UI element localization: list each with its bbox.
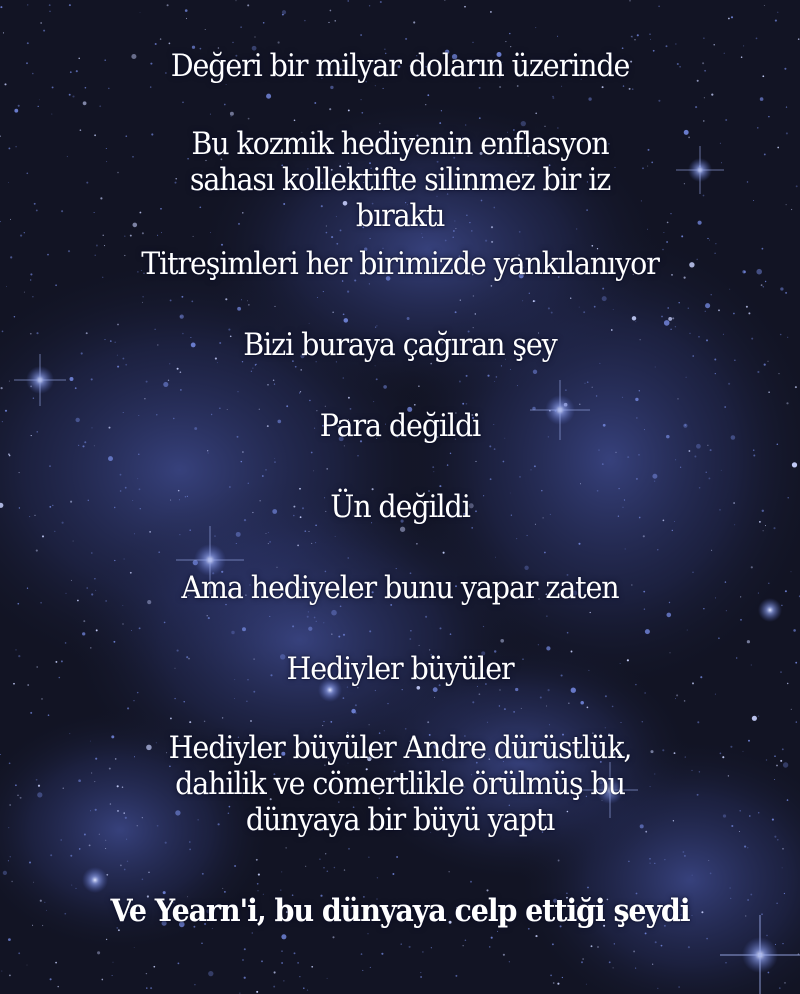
poem-line-7: Ama hediyeler bunu yapar zaten <box>181 570 619 606</box>
poem-line-5: Para değildi <box>319 408 481 444</box>
poem-line-4: Bizi buraya çağıran şey <box>243 327 557 363</box>
poem-line-9: Hediyler büyüler Andre dürüstlük, dahilik ve cömertlikle örülmüş bu dünyaya bir büyü yaptı <box>168 730 632 838</box>
poem-line-3: Titreşimleri her birimizde yankılanıyor <box>141 246 659 282</box>
poem-line-1: Değeri bir milyar doların üzerinde <box>170 48 630 84</box>
poem-line-10: Ve Yearn'i, bu dünyaya celp ettiği şeydi <box>110 893 690 929</box>
poem-line-8: Hediyler büyüler <box>286 651 514 687</box>
poem-line-6: Ün değildi <box>330 489 470 525</box>
poem-line-2: Bu kozmik hediyenin enflasyon sahası kollektifte silinmez bir iz bıraktı <box>189 126 611 234</box>
